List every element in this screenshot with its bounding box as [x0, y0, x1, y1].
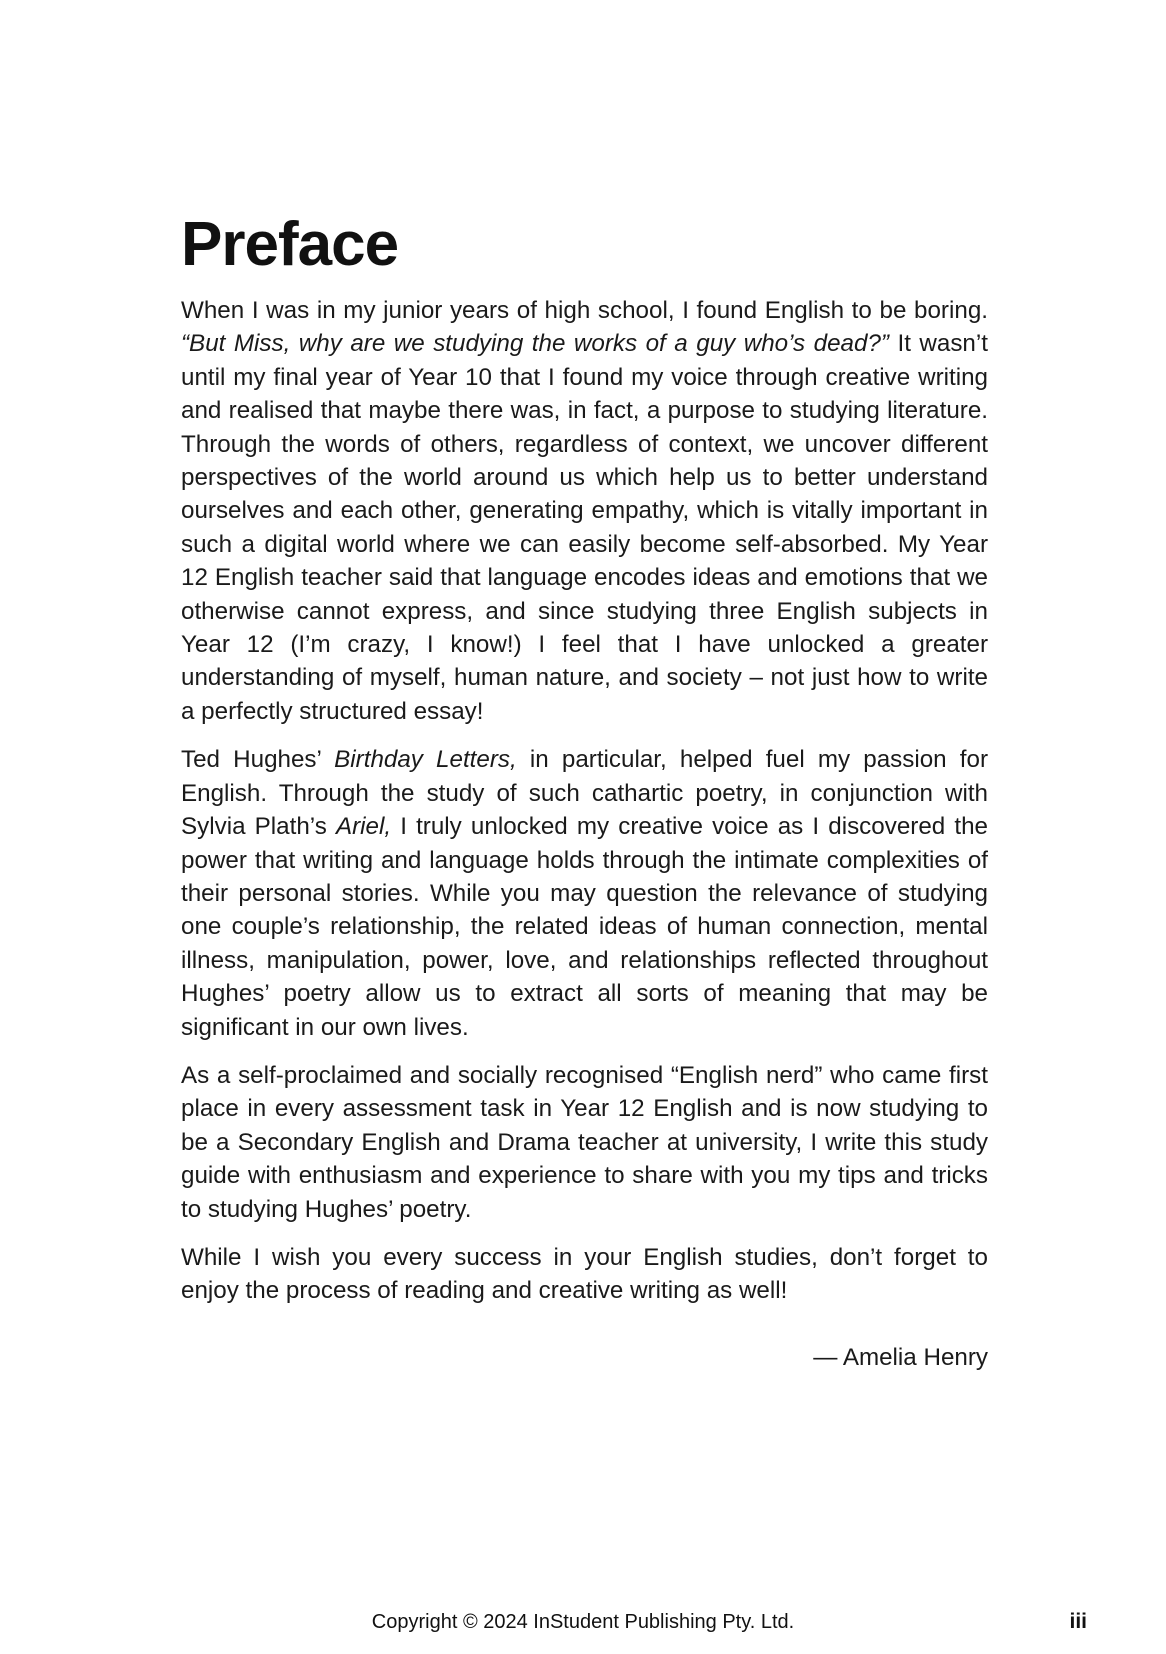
paragraph-2-book-title-ariel: Ariel,: [335, 813, 392, 841]
author-signature: — Amelia Henry: [813, 1343, 988, 1371]
preface-content: [181, 208, 988, 1374]
page-title: Preface: [181, 210, 399, 279]
paragraph-2-text-a: Ted Hughes’: [181, 746, 335, 774]
paragraph-1: [181, 294, 988, 728]
page-number: iii: [1069, 1610, 1087, 1633]
paragraph-1-text-a: When I was in my junior years of high school, I found English to be boring.: [181, 297, 988, 324]
paragraph-2: [181, 743, 988, 1044]
copyright-notice: Copyright © 2024 InStudent Publishing Pty. Ltd.: [371, 1611, 795, 1633]
paragraph-4: While I wish you every success in your English studies, don’t forget to enjoy the process of reading and creative writing as well!: [181, 1243, 988, 1305]
paragraph-2-text-b: in particular, helped fuel my passion for English. Through the study of such cathartic poetry, in conjunction with Sylvia Plath’s: [181, 746, 989, 841]
paragraph-2-text-c: I truly unlocked my creative voice as I discovered the power that writing and language holds through the intimate complexities of their personal stories. While you may question the relevance of studying one couple’s relationship, the related ideas of human connection, mental illness, manipulation, power, love, and relationships reflected throughout Hughes’ poetry allow us to extract all sorts of meaning that may be significant in our own lives.: [181, 813, 988, 1041]
paragraph-1-text-b: It wasn’t until my final year of Year 10 that I found my voice through creative writing and realised that maybe there was, in fact, a purpose to studying literature. Through the words of others, regardless of context, we uncover different perspectives of the world around us which help us to better understand ourselves and each other, generating empathy, which is vitally important in such a digital world where we can easily become self-absorbed. My Year 12 English teacher said that language encodes ideas and emotions that we otherwise cannot express, and since studying three English subjects in Year 12 (I’m crazy, I know!) I feel that I have unlocked a greater understanding of myself, human nature, and society – not just how to write a perfectly structured essay!: [181, 330, 988, 725]
page-footer: [0, 1607, 1166, 1637]
paragraph-3: As a self-proclaimed and socially recognised “English nerd” who came first place in every assessment task in Year 12 English and is now studying to be a Secondary English and Drama teacher at university, I write this study guide with enthusiasm and experience to share with you my tips and tricks to studying Hughes’ poetry.: [181, 1061, 988, 1223]
paragraph-1-quote: “But Miss, why are we studying the works of a guy who’s dead?”: [181, 330, 889, 358]
paragraph-2-book-title-birthday-letters: Birthday Letters,: [334, 746, 517, 774]
